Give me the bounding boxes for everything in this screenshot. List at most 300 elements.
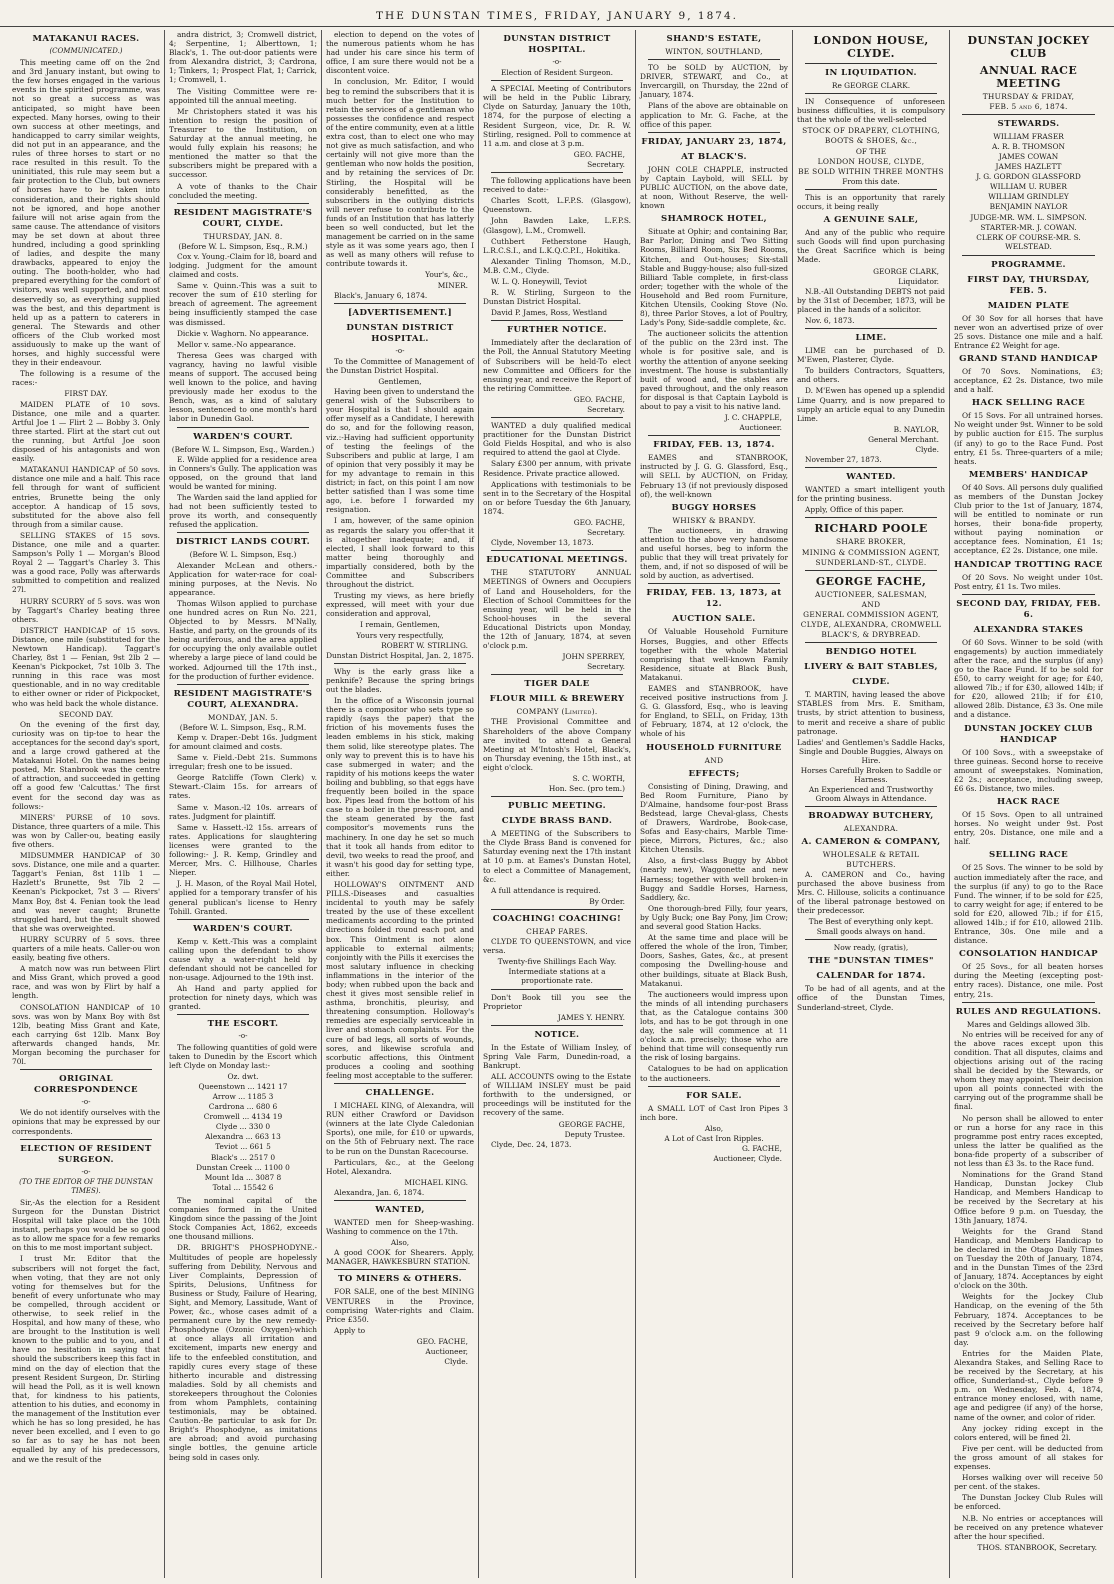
- section-heading: ALEXANDRA STAKES: [973, 624, 1084, 635]
- centred-line: Cardrona ... 680 6: [208, 1102, 278, 1112]
- centred-line: Alexandra ... 663 13: [205, 1132, 281, 1142]
- paragraph: WANTED men for Sheep-washing. Washing to commence on the 17th.: [326, 1217, 474, 1237]
- paragraph: This is an opportunity that rarely occurs, it being really: [797, 192, 945, 212]
- column-rule: [491, 796, 623, 797]
- paragraph: EAMES and STANBROOK, have received positive instructions from J. G. G. Glassford, Esq., who is leaving for England, to SELL, on Friday, 13th of February, 1874, at 12 o'clock, the whole of his: [640, 683, 788, 739]
- section-heading: MATAKANUI RACES.: [32, 34, 140, 44]
- column-rule: [805, 189, 937, 190]
- paragraph: CLYDE TO QUEENSTOWN, and vice versa.: [483, 937, 631, 956]
- paragraph: Kemp v. Kett.-This was a complaint calling upon the defendant to show cause why a water-right held by defendant should not be cancelled for non-usage. Adjourned to the 19th inst.: [169, 936, 317, 983]
- paragraph: Mellor v. same.-No appearance.: [177, 339, 296, 349]
- paragraph: DR. BRIGHT'S PHOSPHODYNE.-Multitudes of people are hopelessly suffering from Debility, Nervous and Liver Complaints, Depression of Spirits, Delusions, Unfitness for Business or Study, Failure of Hearing, Sight, and Memory, Lassitude, Want of Power, &c., whose cases admit of a permanent cure by the new remedy-Phosphodyne (Ozonic Oxygen)-which at once allays all irritation and excitement, imparts new energy and life to the enfeebled constitution, and rapidly cures every stage of these hitherto incurable and distressing maladies. Sold by all chemists and storekeepers throughout the Colonies from whom Pamphlets, containing testimonials, may be obtained. Caution.-Be particular to ask for Dr. Bright's Phosphodyne, as imitations are abroad; and avoid purchasing single bottles, the genuine article being sold in cases only.: [169, 1243, 317, 1462]
- paragraph: Mr Christophers stated it was his intention to resign the position of Treasurer to the Institution, on Saturday at the annual meeting, he would fully explain his reasons; he mentioned the matter so that the subscribers might be prepared with a successor.: [169, 106, 317, 180]
- section-heading: WANTED,: [375, 1204, 425, 1215]
- paragraph: Dickie v. Waghorn. No appearance.: [177, 328, 309, 338]
- caps-line: THURSDAY, JAN. 8.: [203, 231, 283, 241]
- paragraph: Same v. Field.-Debt 21s. Summons irregular; fresh one to be issued.: [169, 753, 317, 772]
- column-rule: [491, 550, 623, 551]
- paragraph: The Warden said the land applied for had not been sufficiently tested to prove its worth, and consequently refused the application.: [169, 493, 317, 530]
- signature-line: GEO. FACHE,: [573, 149, 625, 159]
- column-rule: [177, 203, 309, 204]
- section-heading: AUCTION SALE.: [672, 614, 756, 625]
- masthead: [0, 6, 1114, 27]
- signature-line: MICHAEL KING.: [404, 1177, 468, 1187]
- section-heading: COACHING! COACHING!: [492, 913, 622, 924]
- paragraph: The following is a resume of the races:-: [12, 369, 160, 388]
- centred-line: Yours very respectfully,: [356, 630, 444, 640]
- column-4: [479, 30, 636, 1578]
- paragraph: Black's, January 6, 1874.: [334, 290, 428, 300]
- paragraph: Of 60 Sovs. Winner to be sold (with engagements) by auction immediately after the race, and the surplus (if any) go to the Race Fund. If to be sold for £50, to carry weight for age; for £40, allowed 7lb.; if for £30, allowed 14lb; if for £20, allowed 21lb; if for £10, allowed 28lb. Distance, £3 3s. One mile and a distance.: [954, 637, 1103, 720]
- paragraph: Situate at Ophir; and containing Bar, Bar Parlor, Dining and Two Sitting Rooms, Billiard Room, Six Bed Rooms, Kitchen, and Out-houses; Six-stall Stable and Buggy-house; also full-sized Billiard Table complete, in first-class order; together with the whole of the Household and Bed room Furniture, Kitchen Utensils, Cooking Stove (No. 8), three Parlor Stoves, a lot of Poultry, Lady's Pony, Side-saddle complete, &c.: [640, 227, 788, 328]
- paragraph: Also, a first-class Buggy by Abbot (nearly new), Waggonette and new Harness; together with well broken-in Buggy and Saddle Horses, Harness, Saddlery, &c.: [640, 856, 788, 902]
- section-heading: HOUSEHOLD FURNITURE: [646, 742, 782, 753]
- centred-line: Also,: [704, 1123, 724, 1133]
- centred-line: Election of Resident Surgeon.: [501, 68, 613, 78]
- centred-line: An Experienced and Trustworthy Groom Always in Attendance.: [808, 785, 934, 804]
- paragraph: MIDSUMMER HANDICAP of 30 sovs. Distance, one mile and a quarter. Taggart's Fenian, 8st 11lb 1 — Hazlett's Brunette, 9st 7lb 2 — Keenan's Pickpocket, 7st 3 — Rivers' Manx Boy, 8st 4. Fenian took the lead and was never caught; Brunette struggled hard, but the result showed that she was overweighted.: [12, 851, 160, 933]
- column-rule: [805, 328, 937, 329]
- paragraph: In the Estate of William Insley, of Spring Vale Farm, Dunedin-road, a Bankrupt.: [483, 1042, 631, 1070]
- paragraph: The following quantities of gold were taken to Dunedin by the Escort which left Clyde on Monday last:-: [169, 1042, 317, 1070]
- subheading: (COMMUNICATED.): [49, 47, 123, 55]
- signature-line: General Merchant.: [868, 434, 939, 444]
- paragraph: JOHN COLE CHAPPLE, instructed by Captain Laybold, will SELL by PUBLIC AUCTION, on the above date, at noon, Without Reserve, the well-known: [640, 164, 788, 211]
- paragraph: At the same time and place will be offered the whole of the Iron, Timber, Doors, Sashes, Gates, &c., at present composing the Dwelling-house and other buildings, situate at Black Bush, Matakanui.: [640, 933, 788, 988]
- paragraph: Plans of the above are obtainable on application to Mr. G. Fache, at the office of this paper.: [640, 101, 788, 129]
- section-heading: SECOND DAY, FRIDAY, FEB. 6.: [956, 598, 1101, 620]
- paragraph: I am, however, of the same opinion as regards the salary you offer-that it is altogether inadequate; and, if elected, I shall look forward to this matter being thoroughly and impartially considered, both by the Committee and Subscribers throughout the district.: [326, 516, 474, 590]
- ornament-dash: -o-: [238, 1032, 248, 1041]
- section-heading: ORIGINAL CORRESPONDENCE: [33, 1074, 139, 1096]
- section-heading: TO MINERS & OTHERS.: [337, 1274, 463, 1285]
- paragraph: Weights for the Jockey Club Handicap, on the evening of the 5th February, 1874. Acceptances to be received by the Secretary before half past 9 o'clock a.m. on the following day.: [954, 1292, 1103, 1347]
- caps-line: STOCK OF DRAPERY, CLOTHING,: [802, 126, 940, 136]
- caps-line: THURSDAY & FRIDAY,: [982, 92, 1075, 101]
- column-rule: [491, 909, 623, 910]
- caps-line: SUNDERLAND-ST., CLYDE.: [815, 557, 927, 567]
- centred-line: Gentlemen,: [378, 377, 422, 386]
- paragraph: Of 40 Sovs. All persons duly qualified as members of the Dunstan Jockey Club prior to the 1st of January, 1874, will be entitled to nominate or run horses, their bona-fide property, without paying nomination or acceptance fees. Nomination, £1 1s; acceptance, £2 2s. Distance, one mile.: [954, 482, 1103, 556]
- section-heading: RESIDENT MAGISTRATE'S COURT, CLYDE.: [173, 207, 313, 229]
- section-heading: MAIDEN PLATE: [987, 300, 1070, 311]
- paragraph: Of 15 Sovs. For all untrained horses. No weight under 9st. Winner to be sold by public auction for £15. The surplus (if any) to go to the Race Fund. Post entry, £1 5s. Three-quarters of a mile; heats.: [954, 411, 1103, 466]
- paragraph: Entries for the Maiden Plate, Alexandra Stakes, and Selling Race to be received by the Secretary, at his office, Sunderland-st., Clyde before 9 p.m. on Wednesday, Feb. 4, 1874, entrance money enclosed, with name, age and pedigree (if any) of the horse, name of the owner, and color of rider.: [954, 1348, 1103, 1422]
- section-heading: DISTRICT LANDS COURT.: [175, 537, 311, 548]
- paragraph: Of 25 Sovs., for all beaten horses during the Meeting (excepting post-entry races). Distance, one mile. Post entry, 21s.: [954, 962, 1103, 999]
- centred-line: Horses Carefully Broken to Saddle or Harness.: [800, 765, 942, 785]
- paragraph: WANTED a smart intelligent youth for the printing business.: [797, 485, 945, 504]
- columns: [8, 30, 1108, 1578]
- paragraph: J. H. Mason, of the Royal Mail Hotel, applied for a temporary transfer of his general publican's license to Henry Tohill. Granted.: [169, 879, 317, 916]
- steward-name: A. R. B. THOMSON: [991, 142, 1066, 152]
- paragraph: EAMES and STANBROOK, instructed by J. G. G. Glassford, Esq., will SELL by AUCTION, on Friday, February 13 (if not previously disposed of), the well-known: [640, 453, 788, 499]
- paragraph: MATAKANUI HANDICAP of 50 sovs. distance one mile and a half. This race fell through for want of sufficient entries, Brunette being the only acceptor. A handicap of 15 sovs, substituted for the above also fell through from a similar cause.: [12, 465, 160, 529]
- paragraph: I MICHAEL KING, of Alexandra, will RUN either Crawford or Davidson (winners at the late Clyde Caledonian Sports), one mile, for £10 or upwards, on the 5th of February next. The race to be run on the Dunstan Racecourse.: [326, 1101, 474, 1156]
- caps-line: LONDON HOUSE, CLYDE,: [817, 156, 925, 166]
- signature-line: Clyde.: [444, 1357, 468, 1367]
- paragraph: Applications with testimonials to be sent in to the Secretary of the Hospital on or before Tuesday the 6th January, 1874.: [483, 479, 631, 516]
- column-rule: [20, 1069, 152, 1070]
- signature-line: S. C. WORTH,: [572, 774, 625, 783]
- section-heading: RESIDENT MAGISTRATE'S COURT, ALEXANDRA.: [173, 688, 313, 710]
- caps-line: GENERAL COMMISSION AGENT,: [803, 609, 939, 619]
- signature-line: Auctioneer.: [739, 423, 782, 433]
- centred-line: A Lot of Cast Iron Ripples.: [664, 1133, 764, 1143]
- centred-line: Twenty-five Shillings Each Way.: [497, 957, 617, 967]
- paragraph: Same v. Mason.-l2 10s. arrears of rates. Judgment for plaintiff.: [169, 802, 317, 821]
- paragraph: Of 100 Sovs., with a sweepstake of three guineas. Second horse to receive amount of sweepstakes. Nomination, £2 2s.; acceptance, including sweep, £6 6s. Distance, two miles.: [954, 747, 1103, 793]
- centred-line: OF THE: [855, 146, 887, 156]
- centred-line: Dunstan District Hospital, Jan. 2, 1875.: [326, 650, 474, 660]
- centred-line: (Before W. L. Simpson, Esq., Warden.): [171, 444, 315, 454]
- paragraph: Charles Scott, L.F.P.S. (Glasgow), Queenstown.: [483, 196, 631, 215]
- paragraph: Apply to: [334, 1325, 366, 1335]
- paragraph: N.B. No entries or acceptances will be received on any pretence whatever after the hour specified.: [954, 1513, 1103, 1541]
- section-heading: HANDICAP TROTTING RACE: [954, 559, 1103, 570]
- section-heading: CLYDE.: [852, 677, 890, 688]
- column-rule: [334, 303, 466, 304]
- caps-line: AND: [861, 599, 881, 609]
- caps-line: BE SOLD WITHIN THREE MONTHS: [798, 166, 944, 176]
- paragraph: IN Consequence of unforeseen business difficulties, it is compulsory that the whole of the well-selected: [797, 97, 945, 125]
- centred-line: Ladies' and Gentlemen's Saddle Hacks, Single and Double Buggies, Always on Hire.: [797, 737, 945, 765]
- display-heading: RICHARD POOLE: [814, 522, 928, 536]
- column-rule: [20, 1139, 152, 1140]
- paragraph: One thorough-bred Filly, four years, by Ugly Buck; one Bay Pony, Jim Crow; and several good Station Hacks.: [640, 903, 788, 932]
- column-rule: [334, 1269, 466, 1270]
- paragraph: The nominal capital of the companies formed in the United Kingdom since the passing of the Joint Stock Companies Act, 1862, exceeds one thousand millions.: [169, 1195, 317, 1242]
- paragraph: DISTRICT HANDICAP of 15 sovs. Distance, one mile (substituted for the Newtown Handicap). Taggart's Charley, 8st 1 — Fenian, 9st 2lb 2 — Keenan's Pickpocket, 7st 10lb 3. The running in this race was most questionable, and in no way creditable to either owner or rider of Pickpocket, who was held back the whole distance.: [12, 625, 160, 708]
- steward-name: J. G. GORDON GLASSFORD: [976, 172, 1081, 182]
- section-heading: FOR SALE.: [686, 1090, 742, 1101]
- section-heading: DUNSTAN DISTRICT HOSPITAL.: [503, 34, 611, 55]
- paragraph: To the Committee of Management of the Dunstan District Hospital.: [326, 356, 474, 375]
- paragraph: Kemp v. Draper.-Debt 16s. Judgment for amount claimed and costs.: [169, 732, 317, 751]
- section-heading: STEWARDS.: [997, 119, 1060, 130]
- paragraph: MAIDEN PLATE of 10 sovs. Distance, one mile and a quarter. Artful Joe 1 — Flirt 2 — Bobby 3. Only three started. Flirt at the start cut out the running, but Artful Joe soon disposed of his antagonists and won easily.: [12, 399, 160, 464]
- column-rule: [962, 1002, 1095, 1003]
- steward-name: WILLIAM GRINDLEY: [988, 192, 1069, 202]
- signature-line: B. NAYLOR,: [893, 424, 939, 434]
- paragraph: Clyde, November 13, 1873.: [491, 538, 594, 548]
- steward-name: JAMES COWAN: [998, 152, 1059, 162]
- centred-line: Re GEORGE CLARK.: [831, 81, 911, 90]
- signature-line: Hon. Sec. (pro tem.): [548, 784, 625, 794]
- column-rule: [491, 1025, 623, 1026]
- paragraph: Thomas Wilson applied to purchase one hundred acres on Run No. 221, Objected to by Messrs. M'Nally, Hastie, and party, on the grounds of its being auriferous, and the area applied for occupying the only available outlet whereby a large piece of land could be worked. Adjourned till the 17th inst., for the production of further evidence.: [169, 598, 317, 681]
- steward-name: JAMES HAZLETT: [995, 162, 1062, 172]
- column-rule: [491, 320, 623, 321]
- paragraph: Weights for the Grand Stand Handicap, and Members Handicap to be declared in the Otago Daily Times on Tuesday the 20th of January, 1874, and in the Dunstan Times of the 23rd of January, 1874. Acceptances by eight o'clock on the 30th.: [954, 1226, 1103, 1291]
- paragraph: On the evening of the first day, curiosity was on tip-toe to hear the acceptances for the second day's sport, and a large crowd gathered at the Matakanui Hotel. On the names being posted, Mr. Stanbrook was the centre of attraction, and succeeded in getting off a good few 'Calcuttas.' The first event for the second day was as follows:-: [12, 719, 161, 811]
- paragraph: Clyde, Dec. 24, 1873.: [491, 1139, 572, 1149]
- column-rule: [491, 674, 623, 675]
- centred-line: Dunstan Creek ... 1100 0: [196, 1162, 290, 1172]
- section-heading: HACK RACE: [997, 797, 1060, 808]
- section-heading: BROADWAY BUTCHERY,: [808, 811, 934, 822]
- section-heading: FLOUR MILL & BREWERY: [489, 694, 625, 705]
- signature-line: Secretary.: [587, 662, 625, 672]
- paragraph: T. MARTIN, having leased the above STABLES from Mrs. E. Smitham, trusts, by strict attention to business, to merit and receive a share of public patronage.: [797, 690, 945, 736]
- paragraph: andra district, 3; Cromwell district, 4; Serpentine, 1; Alberttown, 1; Black's, 1. The out-door patients were from Alexandra district, 3; Cardrona, 1; Tinkers, 1; Prospect Flat, 1; Carrick, 1; Cromwell, 1.: [169, 30, 317, 85]
- paragraph: Having been given to understand the general wish of the Subscribers to your Hospital is that I should again offer myself as a Candidate, I herewith do so, and for the following reason, viz.:-Having had sufficient opportunity of testing the feelings of the Subscribers and public at large, I am of opinion that very possibly it may be for my advantage to remain in this district; in fact, on this point I am now better satisfied than I was some time ago, i.e. before I forwarded my resignation.: [326, 387, 474, 515]
- steward-name: BENJAMIN NAYLOR: [989, 202, 1068, 212]
- section-heading: SELLING RACE: [988, 850, 1069, 861]
- column-rule: [805, 517, 937, 518]
- column-rule: [962, 594, 1095, 595]
- column-rule: [648, 132, 780, 133]
- centred-line: Oz. dwt.: [227, 1071, 259, 1081]
- paragraph: Alexander Tinling Thomson, M.D., M.B. C.M., Clyde.: [483, 256, 631, 275]
- column-rule: [177, 427, 309, 428]
- caps-line: COMPANY (Limited).: [516, 707, 598, 717]
- section-heading: CLYDE BRASS BAND.: [501, 816, 613, 827]
- column-rule: [805, 570, 937, 571]
- signature-line: GEO. FACHE,: [573, 518, 625, 528]
- caps-line: MONDAY, JAN. 5.: [207, 712, 279, 722]
- column-rule: [648, 583, 780, 584]
- paragraph: Don't Book till you see the Proprietor: [483, 992, 631, 1011]
- signature-line: Secretary.: [587, 528, 625, 538]
- column-rule: [491, 172, 623, 173]
- section-heading: FRIDAY, JANUARY 23, 1874,: [641, 136, 787, 147]
- caps-line: CHEAP FARES.: [526, 926, 588, 936]
- display-heading: DUNSTAN JOCKEY CLUB: [967, 34, 1090, 60]
- signature-line: By Order.: [589, 896, 625, 906]
- caps-line: ALEXANDRA.: [843, 824, 899, 834]
- paragraph: This meeting came off on the 2nd and 3rd January instant, but owing to the few horses engaged in the various events in the spirited programme, was not so great a success as was anticipated, so might have been expected. Many horses, owing to their own success at other meetings, and handicapped to carry similar weights, did not put in an appearance, and the rules of three horses to start or no race resulted in this result. To the uninitiated, this rule may seem but a fair protection to the Club, but owners of horses have to be taken into consideration, and their rights should not be ignored, and hope another failure will not arise again from the same cause. The attendance of visitors may be set down at about three hundred, including a good sprinkling of ladies, and despite the many drawbacks, appeared to enjoy the outing. The booth-holder, who had prepared everything for the comfort of visitors, was well supported, and most deservedly so, as everything supplied was the best, and this department is held up as a pattern to caterers in general. The Stewards and other officers of the Club worked most assiduously to make up the want of horses, and highly successful were they in their endeavour.: [12, 58, 160, 368]
- paragraph: WANTED a duly qualified medical practitioner for the Dunstan District Gold Fields Hospital, and who is also required to attend the gaol at Clyde.: [483, 421, 631, 458]
- paragraph: Cuthbert Fetherstone Haugh, L.R.C.S.I., and L.K.Q.C.P.I., Hokitika.: [483, 236, 631, 255]
- centred-line: Clyde ... 330 0: [215, 1122, 271, 1132]
- caps-line: WINTON, SOUTHLAND,: [665, 47, 763, 56]
- paragraph: A SMALL LOT of Cast Iron Pipes 3 inch bore.: [640, 1103, 788, 1122]
- section-heading: PROGRAMME.: [991, 259, 1066, 270]
- section-heading: NOTICE.: [534, 1029, 580, 1040]
- signature-line: Your's, &c.,: [425, 270, 468, 280]
- section-heading: ELECTION OF RESIDENT SURGEON.: [20, 1143, 152, 1165]
- section-heading: CHALLENGE.: [365, 1088, 435, 1099]
- paragraph: November 27, 1873.: [805, 455, 882, 465]
- paragraph: The Visiting Committee were re-appointed till the annual meeting.: [169, 86, 317, 105]
- column-rule: [962, 255, 1095, 256]
- paragraph: Of 25 Sovs. The winner to be sold by auction immediately after the race, and the surplus (if any) to go to the Race Fund. The winner, if to be sold for £25, to carry weight for age; if entered to be sold for £20, allowed 7lb.; if for £15, allowed 14lb.; if for £10, allowed 21lb. Entrance, 30s. One mile and a distance.: [954, 863, 1103, 946]
- paragraph: A match now was run between Flirt and Miss Grant, which proved a good race, and was won by Flirt by half a length.: [12, 964, 160, 1001]
- section-heading: AT BLACK'S.: [681, 151, 747, 162]
- section-heading: PUBLIC MEETING.: [507, 801, 607, 812]
- paragraph: Sir,-As the election for a Resident Surgeon for the Dunstan District Hospital will take place on the 10th instant, perhaps you would be so good as to allow me space for a few remarks on this to me most important subject.: [12, 1197, 160, 1253]
- column-rule: [805, 939, 937, 940]
- paragraph: SELLING STAKES of 15 sovs. Distance, one mile and a quarter. Sampson's Polly 1 — Morgan's Blood Royal 2 — Taggart's Charley 3. This was a good race, Polly was afterwards submitted to competition and realized 27l.: [12, 530, 160, 595]
- ornament-dash: -o-: [81, 1098, 91, 1107]
- paragraph: THE Provisional Committee and Shareholders of the above Company are invited to attend a General Meeting at M'Intosh's Hotel, Black's, on Thursday evening, the 15th inst., at eight o'clock.: [483, 717, 631, 772]
- column-rule: [334, 663, 466, 664]
- centred-line: (Before W. L. Simpson, Esq., R.M.: [179, 722, 307, 732]
- section-heading: [ADVERTISEMENT.]: [347, 307, 453, 318]
- signature-line: JAMES Y. HENRY.: [557, 1012, 625, 1022]
- paragraph: A. CAMERON and Co., having purchased the above business from Mrs. C. Hillouse, solicits a continuance of the liberal patronage bestowed on their predecessor.: [797, 869, 945, 915]
- paragraph: Consisting of Dining, Drawing, and Bed Room Furniture, Piano by D'Almaine, handsome four-post Brass Bedstead, large Cheval-glass, Chests of Drawers, Wardrobe, Book-case, Sofas and Easy-chairs, Marble Time-piece, Mirrors, Pictures, &c.; also Kitchen Utensils.: [640, 781, 788, 855]
- paragraph: Why is the early grass like a penknife? Because the spring brings out the blades.: [326, 666, 474, 694]
- signature-line: ROBERT W. STIRLING.: [381, 640, 468, 650]
- section-heading: FRIDAY, FEB. 13, 1873, at 12.: [646, 588, 782, 610]
- section-heading: A GENUINE SALE,: [823, 215, 919, 226]
- signature-line: MINER.: [437, 280, 468, 290]
- signature-line: Liquidator.: [898, 276, 939, 286]
- paragraph: TO be SOLD by AUCTION, by DRIVER, STEWART, and Co., at Invercargill, on Thursday, the 22nd of January, 1874.: [640, 63, 788, 100]
- display-heading: LONDON HOUSE, CLYDE.: [813, 34, 929, 60]
- paragraph: Of 20 Sovs. No weight under 10st. Post entry, £1 1s. Two miles.: [954, 572, 1103, 591]
- paragraph: To be had of all agents, and at the office of the Dunstan Times, Sunderland-street, Clyde.: [797, 984, 945, 1012]
- section-heading: EDUCATIONAL MEETINGS.: [486, 555, 628, 566]
- column-rule: [491, 417, 623, 418]
- section-heading: BUGGY HORSES: [671, 502, 757, 513]
- paragraph: I trust Mr. Editor that the subscribers will not forget the fact, when voting, that they are not only voting for themselves but for the benefit of every unfortunate who may be compelled, through accident or otherwise, to seek relief in the Hospital, and how many of these, who are brought to the Institution is well known to the public and to you, and I have no hesitation in saying that should the subscribers keep this fact in mind on the day of election that the present Resident Surgeon, Dr. Stirling will head the Poll, as it is well known that, for kindness to his patients, attention to his duties, and economy in the management of the Institution ever which he has so long presided, he has never been excelled, and I even to go so far as to say he has not been equalled by any of his predecessors, and we the result of the: [12, 1254, 160, 1464]
- column-rule: [805, 93, 937, 94]
- signature-line: Auctioneer, Clyde.: [713, 1154, 782, 1164]
- column-rule: [334, 1200, 466, 1201]
- centred-line: Cromwell ... 4134 19: [203, 1112, 283, 1122]
- ornament-dash: -o-: [395, 346, 405, 355]
- centred-line: STARTER-MR. J. COWAN.: [980, 223, 1077, 233]
- display-heading: GEORGE FACHE,: [815, 574, 927, 588]
- ornament-dash: -o-: [81, 1167, 91, 1176]
- paragraph: LIME can be purchased of D. M'Ewen, Plasterer, Clyde.: [797, 346, 945, 365]
- centred-line: Teviot ... 661 5: [215, 1142, 271, 1152]
- signature-line: G. FACHE,: [741, 1144, 782, 1153]
- centred-line: Intermediate stations at a proportionate rate.: [508, 967, 606, 986]
- section-heading: LIVERY & BAIT STABLES,: [804, 662, 938, 673]
- caps-line: FEB. 5 and 6, 1874.: [989, 102, 1068, 112]
- paragraph: W. L. Q. Honeywill, Teviot: [491, 276, 588, 286]
- paragraph: We do not identify ourselves with the opinions that may be expressed by our correspondents.: [12, 1108, 160, 1136]
- paragraph: The auctioneer solicits the attention of the public on the 23rd inst. The whole is for positive sale, and is worthy the attention of anyone seeking investment. The house is substantially built of wood and, the stables are paved throughout, and the only reason for disposal is that Captain Laybold is about to pay a visit to his native land.: [640, 329, 788, 411]
- section-heading: WARDEN'S COURT.: [193, 431, 293, 442]
- paragraph: R. W. Stirling, Surgeon to the Dunstan District Hospital.: [483, 288, 631, 307]
- section-heading: TIGER DALE: [524, 679, 590, 690]
- column-rule: [334, 1083, 466, 1084]
- centred-line: Mares and Geldings allowed 3lb.: [966, 1019, 1091, 1029]
- centred-line: I remain, Gentlemen,: [360, 620, 440, 630]
- caps-line: BLACK'S, & DRYBREAD.: [821, 630, 921, 640]
- caps-line: WHOLESALE & RETAIL BUTCHERS.: [822, 850, 920, 869]
- column-rule: [648, 59, 780, 60]
- column-3: [322, 30, 479, 1578]
- centred-line: CLERK OF COURSE-MR. S. WELSTEAD.: [976, 233, 1081, 252]
- paragraph: A full attendance is required.: [491, 885, 601, 895]
- signature-line: Secretary.: [587, 159, 625, 169]
- paragraph: Alexander McLean and others.-Application for water-race for coal-mining purposes, at the Nevis. No appearance.: [169, 560, 317, 597]
- column-rule: [805, 63, 937, 64]
- paragraph: Theresa Gees was charged with vagrancy, having no lawful visible means of support. The accused being well known to the police, and having previously made her exodus to the Bench, was, as a kind of salutary lesson, sentenced to one month's hard labor in Dunedin Gaol.: [169, 350, 317, 424]
- centred-line: From this date.: [842, 176, 900, 186]
- centred-line: Queenstown ... 1421 17: [198, 1081, 288, 1091]
- paragraph: A MEETING of the Subscribers to the Clyde Brass Band is convened for Saturday evening next the 17th instant at 10 p.m. at Eames's Dunstan Hotel, to elect a Committee of Management, &c.: [483, 829, 631, 884]
- section-heading: HACK SELLING RACE: [971, 398, 1086, 409]
- paragraph: In the office of a Wisconsin journal there is a compositor who sets type so rapidly (says the paper) that the friction of his movements fuses the leaden emblems in his stick, making them solid, like stereotype plates. The only way to prevent this is to have his case submerged in water; and the rapidity of his motions keeps the water boiling and bubbling, so that eggs have frequently been boiled in the space box. Pipes lead from the bottom of his case to a boiler in the press-room, and the steam generated by the fast compositor's movements runs the machinery. In one day he set so much that it took all hands from editor to devil, two weeks to read the proof, and it wasn't his good day for setting type, either.: [326, 696, 474, 878]
- column-5: [636, 30, 793, 1578]
- signature-line: GEORGE CLARK,: [873, 266, 939, 276]
- paragraph: A good COOK for Shearers. Apply, MANAGER, HAWKESBURN STATION.: [326, 1248, 474, 1267]
- paragraph: Any jockey riding except in the colors entered, will be fined 2l.: [954, 1423, 1103, 1442]
- section-heading: BENDIGO HOTEL: [825, 647, 917, 658]
- section-heading: RULES AND REGULATIONS.: [955, 1006, 1102, 1017]
- signature-line: GEORGE FACHE,: [558, 1119, 625, 1129]
- caps-line: CLYDE, ALEXANDRA, CROMWELL: [800, 620, 942, 630]
- signature-line: GEO. FACHE,: [416, 1336, 468, 1346]
- paragraph: election to depend on the votes of the numerous patients whom he has had under his care since his term of office, I am sure there would not be a discontent voice.: [326, 30, 474, 76]
- paragraph: Of 30 Sov for all horses that have never won an advertised prize of over 25 sovs. Distance one mile and a half. Entrance £2 Weight for age.: [954, 313, 1103, 350]
- centred-line: JUDGE-MR. WM. L. SIMPSON.: [970, 213, 1087, 223]
- section-heading: THE "DUNSTAN TIMES": [808, 956, 934, 967]
- paragraph: The Dunstan Jockey Club Rules will be enforced.: [954, 1493, 1103, 1512]
- paragraph: N.B.-All Outstanding DEBTS not paid by the 31st of December, 1873, will be placed in the hands of a solicitor.: [797, 286, 945, 314]
- section-heading: IN LIQUIDATION.: [825, 68, 917, 78]
- steward-name: WILLIAM U. RUBER: [990, 182, 1067, 192]
- paragraph: FOR SALE, one of the best MINING VENTURES in the Province, comprising Water-rights and Claim. Price £350.: [326, 1287, 474, 1324]
- caps-line: SHARE BROKER,: [836, 537, 906, 547]
- paragraph: To builders Contractors, Squatters, and others.: [797, 366, 945, 385]
- column-1: [8, 30, 165, 1578]
- centred-line: Mount Ida ... 3087 8: [204, 1172, 282, 1182]
- signature-line: Clyde.: [915, 445, 939, 454]
- section-heading: GRAND STAND HANDICAP: [959, 353, 1098, 364]
- signature-line: GEO. FACHE,: [573, 394, 625, 404]
- paragraph: Nov. 6, 1873.: [805, 315, 855, 325]
- section-heading: WANTED.: [846, 472, 896, 483]
- caps-line: BOOTS & SHOES, &c.,: [824, 136, 918, 146]
- column-rule: [491, 80, 623, 81]
- paragraph: Same v. Quinn.-This was a suit to recover the sum of £10 sterling for breach of agreement. The agreement being insufficiently stamped the case was dismissed.: [169, 281, 317, 327]
- caps-line: AUCTIONEER, SALESMAN,: [815, 589, 927, 599]
- paragraph: Catalogues to be had on application to the auctioneers.: [640, 1064, 788, 1083]
- centred-line: Small goods always on hand.: [816, 927, 926, 937]
- section-heading: FIRST DAY, THURSDAY, FEB. 5.: [967, 274, 1090, 296]
- paragraph: THE STATUTORY ANNUAL MEETINGS of Owners and Occupiers of Land and Householders, for the Election of School Committees for the ensuing year, will be held in the School-houses in the several Educational Districts upon Monday, the 12th of January, 1874, at seven o'clock p.m.: [483, 568, 631, 651]
- signature-line: Auctioneer,: [425, 1347, 468, 1356]
- paragraph: A SPECIAL Meeting of Contributors will be held in the Public Library, Clyde on Saturday, January the 10th, 1874, for the purpose of electing a Resident Surgeon, vice, Dr. R. W. Stirling, resigned. Poll to commence at 11 a.m. and close at 3 p.m.: [483, 84, 631, 148]
- column-rule: [648, 1086, 780, 1087]
- paragraph: Five per cent. will be deducted from the gross amount of all stakes for expenses.: [954, 1443, 1103, 1472]
- centred-line: Arrow ... 1185 3: [212, 1092, 274, 1101]
- centred-line: FIRST DAY.: [64, 389, 108, 399]
- centred-line: SECOND DAY.: [58, 709, 114, 719]
- signature-line: Deputy Trustee.: [564, 1129, 625, 1139]
- ornament-dash: -o-: [552, 58, 562, 66]
- paragraph: The auctioneers would impress upon the minds of all intending purchasers that, as the Catalogue contains 300 lots, and has to be got through in one day, the sale will commence at 11 o'clock a.m. precisely; those who are behind that time will consequently run the risk of losing bargains.: [640, 989, 788, 1063]
- column-7: [950, 30, 1107, 1578]
- signature-line: THOS. STANBROOK, Secretary.: [977, 1542, 1097, 1552]
- paragraph: John Bawden Lake, L.F.P.S. (Glasgow), L.M., Cromwell.: [483, 216, 631, 235]
- paragraph: The auctioneers, in drawing attention to the above very handsome and useful horses, beg to inform the public that they will treat privately for them, and, if not so disposed of will be sold by auction, as advertised.: [640, 525, 788, 581]
- section-heading: DUNSTAN DISTRICT HOSPITAL.: [346, 322, 454, 344]
- paragraph: HOLLOWAY'S OINTMENT AND PILLS.-Diseases and casualties incidental to youth may be safely treated by the use of these excellent medicaments according to the printed directions folded round each pot and box. This Ointment is not alone applicable to external ailments; conjointly with the Pills it exercises the most salutary influence in checking inflammations in the interior of the body; when rubbed upon the back and chest it gives most sensible relief in asthma, bronchitis, pleurisy, and threatening consumption. Holloway's remedies are especially serviceable in liver and stomach complaints. For the cure of bad legs, all sorts of wounds, sores, and likewise scrofula and scorbutic affections, this Ointment produces a cooling and soothing feeling most acceptable to the sufferer.: [326, 879, 474, 1080]
- paragraph: HURRY SCURRY of 5 sovs. three quarters of a mile heats. Caller-ou won easily, beating five others.: [12, 934, 160, 963]
- centred-line: The Best of everything only kept.: [808, 917, 934, 927]
- paragraph: Of 15 Sovs. Open to all untrained horses. No weight under 9st. Post entry, 20s. Distance, one mile and a half.: [954, 810, 1103, 847]
- centred-line: (Before W. L. Simpson, Esq., R.M.): [178, 241, 308, 251]
- section-heading: CONSOLATION HANDICAP: [959, 949, 1098, 960]
- paragraph: Cox v. Young.-Claim for l8, board and lodging. Judgment for the amount claimed and costs.: [169, 251, 317, 280]
- column-2: [165, 30, 322, 1578]
- column-rule: [177, 684, 309, 685]
- section-heading: MEMBERS' HANDICAP: [968, 469, 1089, 480]
- subheading: (TO THE EDITOR OF THE DUNSTAN TIMES).: [19, 1177, 153, 1195]
- caps-line: WHISKY & BRANDY.: [672, 515, 756, 525]
- paragraph: Trusting my views, as here briefly expressed, will meet with your due consideration and approval,: [326, 591, 474, 619]
- column-rule: [805, 806, 937, 807]
